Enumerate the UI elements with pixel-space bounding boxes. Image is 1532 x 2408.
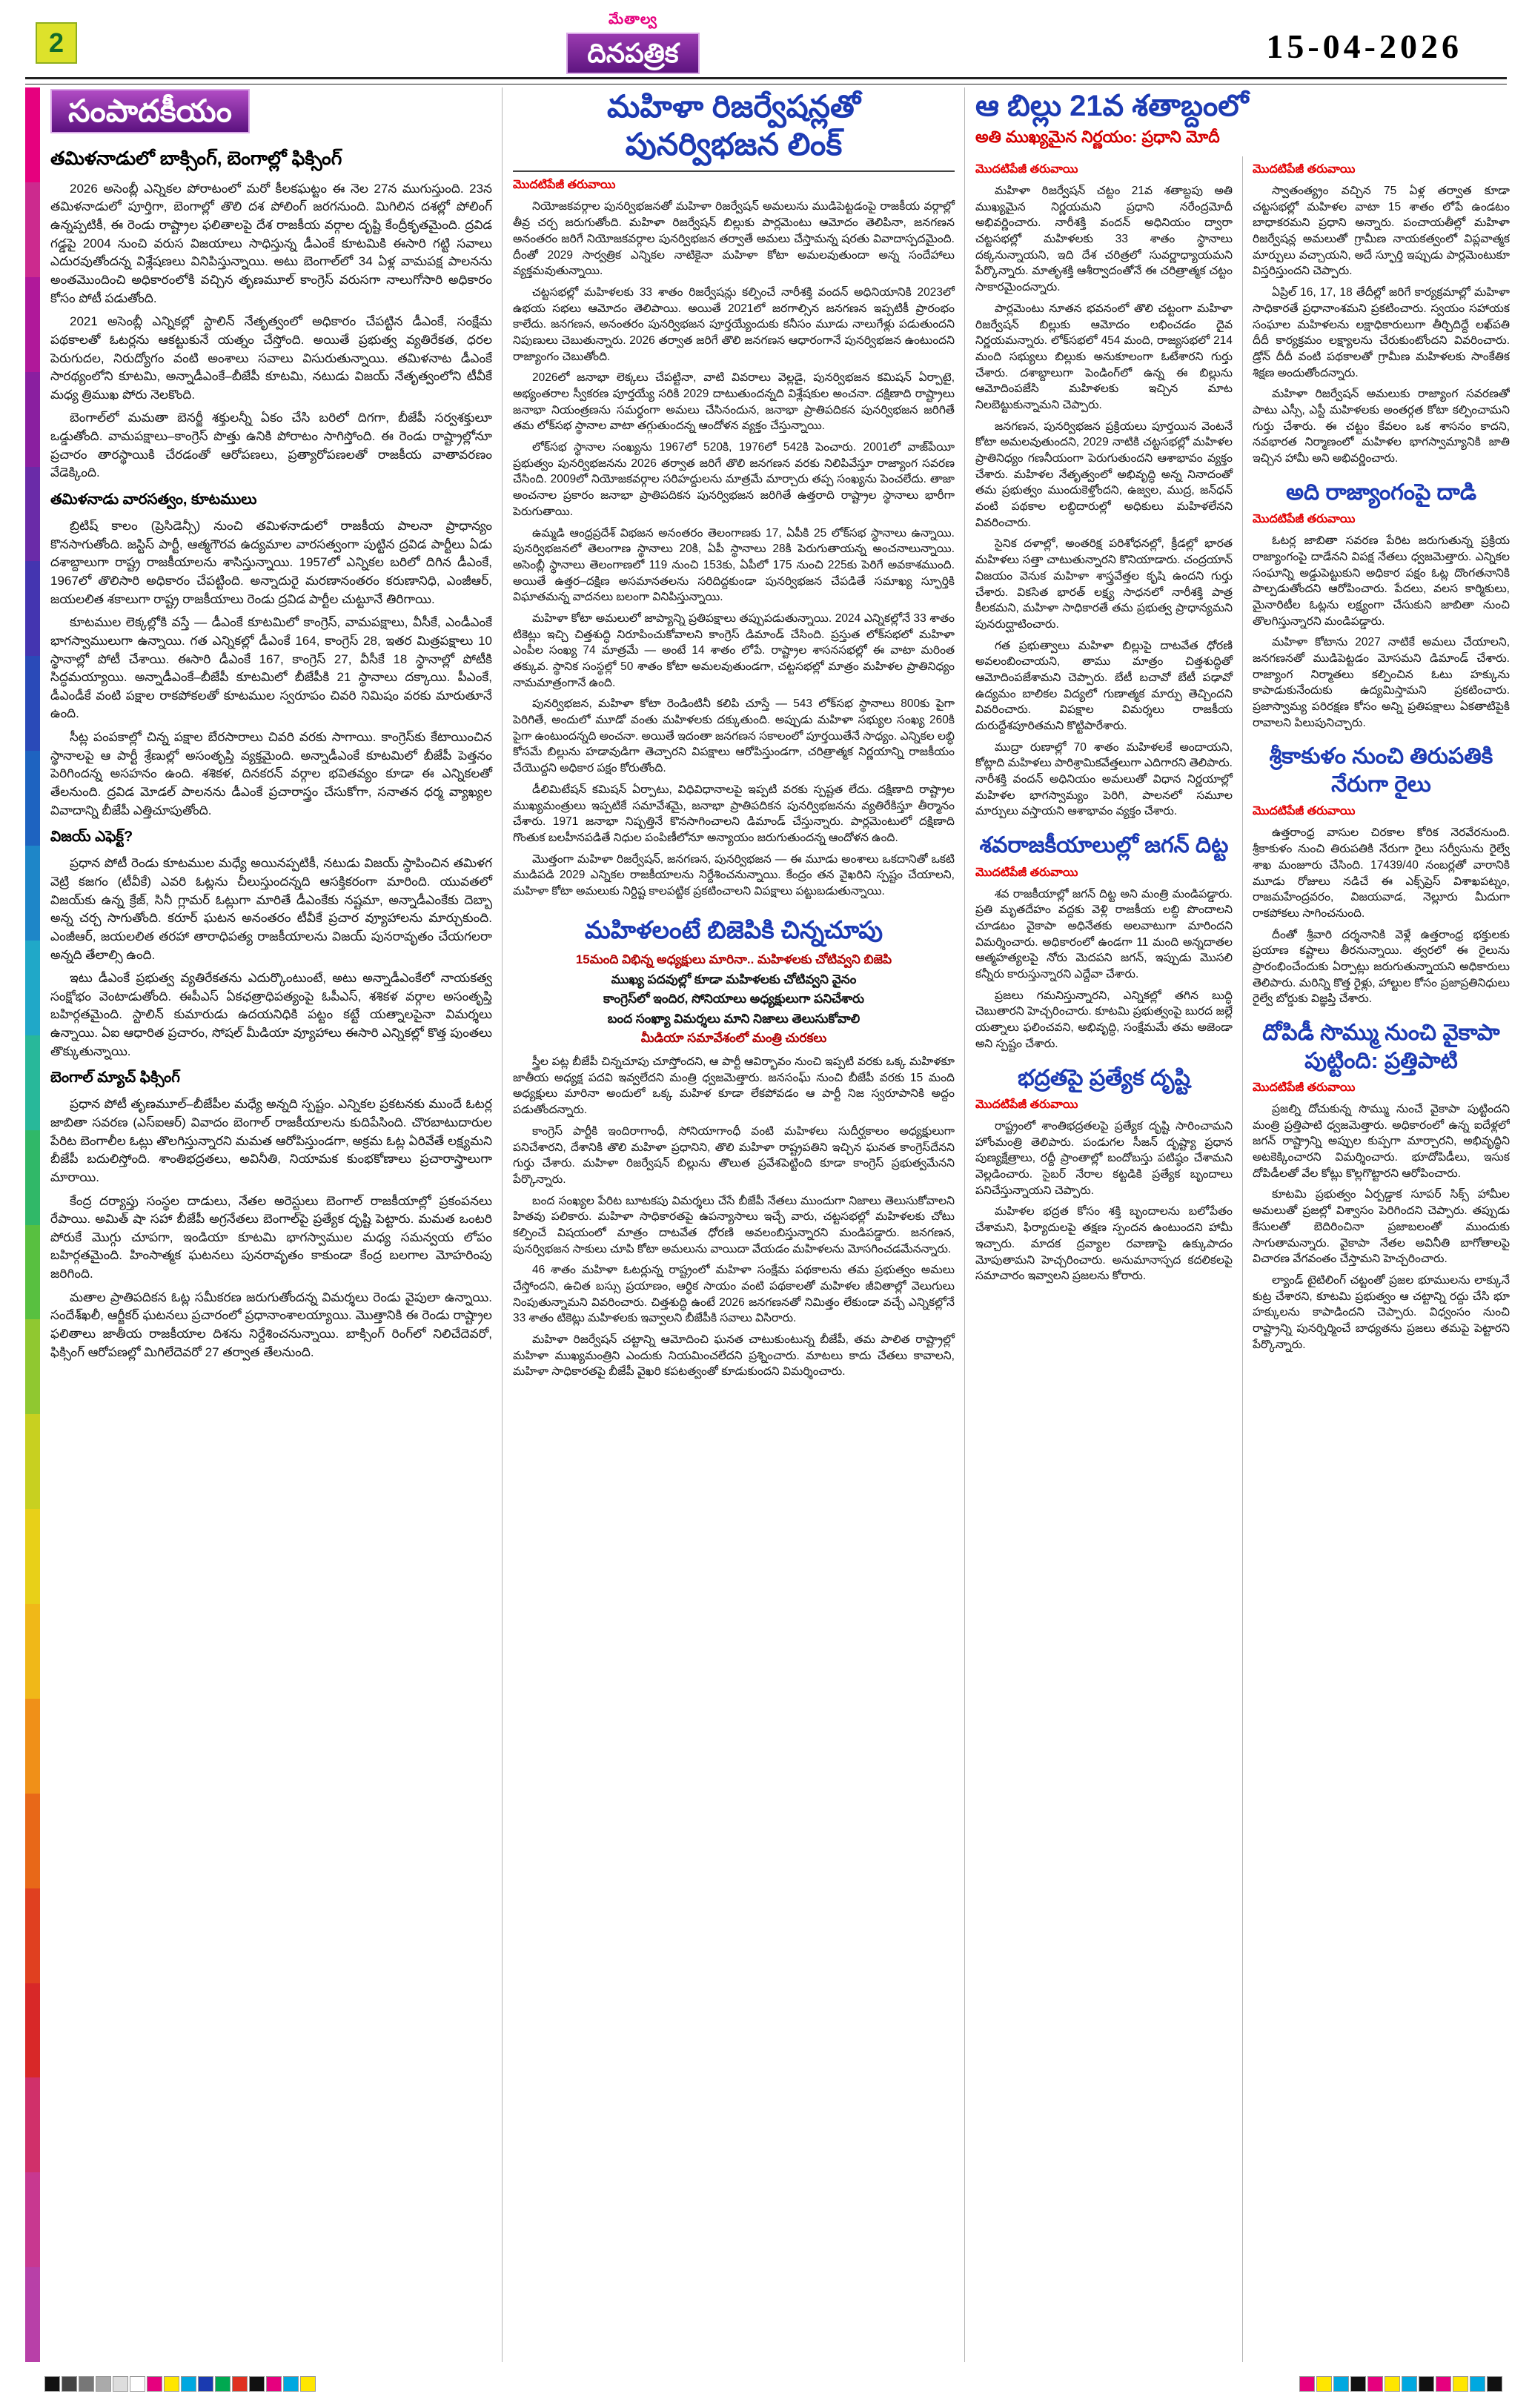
security-byline: మొదటిపేజీ తరువాయి (975, 1098, 1078, 1111)
logo-title: దినపత్రిక (566, 33, 699, 74)
color-swatch (62, 2376, 77, 2392)
color-swatch (25, 467, 40, 562)
color-swatch (25, 1509, 40, 1604)
color-swatch (1487, 2376, 1502, 2392)
newspaper-logo (485, 12, 781, 74)
color-swatch (266, 2376, 282, 2392)
color-swatch (44, 2376, 60, 2392)
paragraph: ప్రధాన పోటీ రెండు కూటముల మధ్యే అయినప్పటికీ, నటుడు విజయ్ స్థాపించిన తమిళగ వెట్రి కజగం (టీవీకే) ఎవరి ఓట్లను చీలుస్తుందన్నది ఆసక్తికరంగా మారింది. యువతలో విజయ్‌కు ఉన్న క్రేజ్, సినీ గ్లామర్ ఓట్లుగా మారితే డీఎంకేకు నష్టమా, అన్నాడీఎంకేకు దెబ్బా అన్న చర్చ సాగుతోంది. కరూర్ ఘటన అనంతరం టీవీకే ప్రచార వ్యూహాలను మార్చుకుంది. ఎంజీఆర్, జయలలిత తరహా తారాధిపత్య రాజకీయాలను విజయ్ పునరావృతం చేయగలరా అన్నది తేలాల్సి ఉంది. (50, 856, 492, 962)
security-body (975, 1118, 1233, 1284)
color-swatch (25, 2267, 40, 2362)
color-swatch (181, 2376, 196, 2392)
editorial-subhead-vijay: విజయ్ ఎఫెక్ట్? (50, 829, 133, 846)
paragraph: చట్టసభల్లో మహిళలకు 33 శాతం రిజర్వేషన్లు కల్పించే నారీశక్తి వందన్ అధినియానికి 2023లో ఉభయ సభలు ఆమోదం తెలిపాయి. అయితే 2021లో జరగాల్సిన జనగణన ఇప్పటికీ ప్రారంభం కాలేదు. జనగణన, అనంతరం పునర్విభజన పూర్తయ్యేందుకు కనీసం మూడు నాలుగేళ్లు పడుతుందని నిపుణులు చెబుతున్నారు. 2026 తర్వాత జరిగే తొలి జనగణన ఆధారంగానే పునర్విభజన ఉంటుందని రాజ్యాంగం చెబుతోంది. (513, 285, 955, 363)
color-swatch (25, 2077, 40, 2172)
color-swatch (198, 2376, 213, 2392)
color-swatch (1299, 2376, 1315, 2392)
right-subcolumn-2 (1253, 156, 1510, 2362)
color-swatch (96, 2376, 111, 2392)
paragraph: 2026లో జనాభా లెక్కలు చేపట్టినా, వాటి వివరాలు వెల్లడై, పునర్విభజన కమిషన్ ఏర్పాటై, అభ్యంతరాల స్వీకరణ పూర్తయ్యే సరికి 2029 దాటుతుందన్నది విశ్లేషకుల అంచనా. దక్షిణాది రాష్ట్రాలు జనాభా నియంత్రణను సమర్థంగా అమలు చేసినందున, జనాభా ప్రాతిపదికన పునర్విభజన జరిగితే తమ లోక్‌సభ స్థానాల వాటా తగ్గుతుందన్న ఆందోళన వ్యక్తం చేస్తున్నాయి. (513, 371, 955, 433)
bill-headline: ఆ బిల్లు 21వ శతాబ్దంలో (975, 90, 1249, 122)
paragraph: మొత్తంగా మహిళా రిజర్వేషన్, జనగణన, పునర్విభజన — ఈ మూడు అంశాలు ఒకదానితో ఒకటి ముడిపడి 2029 ఎన్నికల రాజకీయాలను నిర్దేశించనున్నాయి. కేంద్రం తన వైఖరిని స్పష్టం చేయాలని, మహిళా కోటా అమలుకు నిర్దిష్ట కాలపట్టిక ప్రకటించాలని విపక్షాలు పట్టుబడుతున్నాయి. (513, 852, 955, 898)
paragraph: మతాల ప్రాతిపదికన ఓట్ల సమీకరణ జరుగుతోందన్న విమర్శలు రెండు వైపులా ఉన్నాయి. సందేశ్‌ఖలీ, ఆర్జీకర్ ఘటనలు ప్రచారంలో ప్రధానాంశాలయ్యాయి. మొత్తానికి ఈ రెండు రాష్ట్రాల ఫలితాలు జాతీయ రాజకీయాల దిశను నిర్దేశించనున్నాయి. బాక్సింగ్ రింగ్‌లో నిలిచేదెవరో, ఫిక్సింగ్ ఆరోపణల్లో మిగిలేదెవరో 27 తర్వాత తేలనుంది. (50, 1290, 492, 1359)
paragraph: ప్రజల్ని దోచుకున్న సొమ్ము నుంచే వైకాపా పుట్టిందని మంత్రి ప్రత్తిపాటి ధ్వజమెత్తారు. అధికారంలో ఉన్న ఐదేళ్లలో జగన్ రాష్ట్రాన్ని అప్పుల కుప్పగా మార్చారని, అభివృద్ధిని అటకెక్కించారని విమర్శించారు. భూదోపిడీలు, ఇసుక దోపిడీలతో వేల కోట్లు కొల్లగొట్టారని ఆరోపించారు. (1253, 1103, 1510, 1180)
logo-tagline: మేతాల్వ (608, 12, 658, 27)
color-swatch (25, 277, 40, 372)
constitution-body (1253, 533, 1510, 731)
bjp-body (513, 1054, 955, 1380)
middle-column (513, 87, 965, 2362)
paragraph: ఏప్రిల్ 16, 17, 18 తేదీల్లో జరిగే కార్యక్రమాల్లో మహిళా సాధికారతే ప్రధానాంశమని ప్రకటించారు. స్వయం సహాయక సంఘాల మహిళలను లక్షాధికారులుగా తీర్చిదిద్దే లఖ్‌పతి దీదీ కార్యక్రమం లక్ష్యాలను చేరుకుంటోందని వివరించారు. డ్రోన్ దీదీ వంటి పథకాలతో గ్రామీణ మహిళలకు సాంకేతిక శిక్షణ అందుతోందన్నారు. (1253, 286, 1510, 379)
color-swatch (283, 2376, 299, 2392)
color-swatch (25, 182, 40, 277)
color-swatch (113, 2376, 128, 2392)
paragraph: ప్రధాన పోటీ తృణమూల్–బీజేపీల మధ్యే అన్నది స్పష్టం. ఎన్నికల ప్రకటనకు ముందే ఓటర్ల జాబితా సవరణ (ఎస్ఐఆర్) వివాదం బెంగాల్ రాజకీయాలను కుదిపేసింది. చొరబాటుదారుల పేరిట బెంగాలీల ఓట్లు తొలగిస్తున్నారని మమత ఆరోపిస్తుండగా, అక్రమ ఓట్ల ఏరివేతే లక్ష్యమని బీజేపీ బదులిస్తోంది. శాంతిభద్రతలు, అవినీతి, నియామక కుంభకోణాలు ప్రచారాస్త్రాలుగా మారాయి. (50, 1097, 492, 1184)
color-swatch (25, 1319, 40, 1414)
header-divider (25, 77, 1507, 84)
ycp-byline: మొదటిపేజీ తరువాయి (1253, 1081, 1356, 1094)
train-headline: శ్రీకాకుళం నుంచి తిరుపతికి నేరుగా రైలు (1269, 744, 1493, 797)
paragraph: జనగణన, పునర్విభజన ప్రక్రియలు పూర్తయిన వెంటనే కోటా అమలవుతుందని, 2029 నాటికి చట్టసభల్లో మహిళల ప్రాతినిధ్యం గణనీయంగా పెరుగుతుందని ఆశాభావం వ్యక్తం చేశారు. మహిళల నేతృత్వంలో అభివృద్ధి అన్న నినాదంతో తమ ప్రభుత్వం ముందుకెళ్తోందని, ఉజ్వల, ముద్ర, జన్‌ధన్ వంటి పథకాల లబ్ధిదారుల్లో అధికులు మహిళలేనని వివరించారు. (975, 419, 1233, 529)
paragraph: నియోజకవర్గాల పునర్విభజనతో మహిళా రిజర్వేషన్ అమలును ముడిపెట్టడంపై రాజకీయ వర్గాల్లో తీవ్ర చర్చ జరుగుతోంది. మహిళా రిజర్వేషన్ బిల్లుకు పార్లమెంటు ఆమోదం తెలిపినా, జనగణన అనంతరం జరిగే నియోజకవర్గాల పునర్విభజన తర్వాతే అమలు చేస్తామన్న షరతు వివాదాస్పదమైంది. దీంతో 2029 సార్వత్రిక ఎన్నికల నాటికైనా మహిళా కోటా అమలవుతుందా అన్న సందేహాలు వ్యక్తమవుతున్నాయి. (513, 200, 955, 278)
train-byline: మొదటిపేజీ తరువాయి (1253, 805, 1356, 818)
color-swatch (300, 2376, 316, 2392)
color-swatch (25, 1794, 40, 1888)
color-swatch (25, 1699, 40, 1794)
reservation-headline-line2: పునర్విభజన లింక్ (625, 127, 843, 162)
color-swatch (79, 2376, 94, 2392)
paragraph: ముద్రా రుణాల్లో 70 శాతం మహిళలకే అందాయని, కోట్లాది మహిళలు పారిశ్రామికవేత్తలుగా ఎదిగారని తెలిపారు. నారీశక్తి వందన్ అధినియం అమలుతో విధాన నిర్ణయాల్లో మహిళల భాగస్వామ్యం పెరిగి, పాలనలో సమూల మార్పులు వస్తాయని ఆశాభావం వ్యక్తం చేశారు. (975, 740, 1233, 818)
color-swatch (25, 1130, 40, 1225)
paragraph: స్వాతంత్య్రం వచ్చిన 75 ఏళ్ల తర్వాత కూడా చట్టసభల్లో మహిళల వాటా 15 శాతం లోపే ఉండటం బాధాకరమని ప్రధాని అన్నారు. పంచాయతీల్లో మహిళా రిజర్వేషన్ల అమలుతో గ్రామీణ నాయకత్వంలో విప్లవాత్మక మార్పులు వచ్చాయని, అదే స్ఫూర్తి ఇప్పుడు పార్లమెంటుకూ విస్తరిస్తుందని చెప్పారు. (1253, 185, 1510, 278)
color-swatch (130, 2376, 145, 2392)
ycp-body (1253, 1101, 1510, 1353)
color-swatch (1385, 2376, 1400, 2392)
editorial-vijay (50, 855, 492, 1061)
color-swatch (25, 941, 40, 1035)
paragraph: కూటముల లెక్కల్లోకి వస్తే — డీఎంకే కూటమిలో కాంగ్రెస్, వామపక్షాలు, వీసీకే, ఎండీఎంకే భాగస్వాములుగా ఉన్నాయి. గత ఎన్నికల్లో డీఎంకే 164, కాంగ్రెస్ 28, ఇతర మిత్రపక్షాలు 10 స్థానాల్లో పోటీ చేశాయి. ఈసారి డీఎంకే 167, కాంగ్రెస్ 27, వీసీకే 18 స్థానాల్లో పోటీకి సిద్ధమయ్యాయి. అన్నాడీఎంకే–బీజేపీ కూటమిలో బీజేపీకి 21 స్థానాలు దక్కాయి. పీఎంకే, డీఎండీకే వంటి పక్షాల రాకపోకలతో కూటముల స్వరూపం చివరి నిమిషం వరకు మారుతూనే ఉంది. (50, 615, 492, 721)
paragraph: కూటమి ప్రభుత్వం ఏర్పడ్డాక సూపర్ సిక్స్ హామీల అమలుతో ప్రజల్లో విశ్వాసం పెరిగిందని చెప్పారు. తప్పుడు కేసులతో బెదిరించినా ప్రజాబలంతో ముందుకు సాగుతామన్నారు. వైకాపా నేతల అవినీతి బాగోతాలపై విచారణ వేగవంతం చేస్తామని హెచ్చరించారు. (1253, 1188, 1510, 1266)
constitution-byline: మొదటిపేజీ తరువాయి (1253, 513, 1356, 526)
ycp-headline (1253, 1019, 1510, 1075)
editorial-section-banner (50, 89, 250, 133)
editorial-column (50, 87, 503, 2362)
print-color-strip (25, 87, 40, 2362)
color-swatch (249, 2376, 265, 2392)
editorial-intro (50, 180, 492, 482)
paragraph: మహిళా రిజర్వేషన్ చట్టం 21వ శతాబ్దపు అతి ముఖ్యమైన నిర్ణయమని ప్రధాని నరేంద్రమోదీ అభివర్ణించారు. నారీశక్తి వందన్ అధినియం ద్వారా చట్టసభల్లో మహిళలకు 33 శాతం స్థానాలు దక్కనున్నాయని, ఇది దేశ చరిత్రలో సువర్ణాధ్యాయమని పేర్కొన్నారు. మాతృశక్తి ఆశీర్వాదంతోనే ఈ చరిత్రాత్మక చట్టం సాకారమైందన్నారు. (975, 185, 1233, 294)
ycp-headline-line1: దోపిడీ సొమ్ము నుంచి వైకాపా (1262, 1021, 1500, 1045)
paragraph: శవ రాజకీయాల్లో జగన్ దిట్ట అని మంత్రి మండిపడ్డారు. ప్రతి మృతదేహం వద్దకు వెళ్లి రాజకీయ లబ్ధి పొందాలని చూడటం వైకాపా అధినేతకు అలవాటుగా మారిందని విమర్శించారు. అధికారంలో ఉండగా 11 మంది అన్నదాతల ఆత్మహత్యలపై నోరు మెదపని జగన్, ఇప్పుడు మొసలి కన్నీరు కారుస్తున్నారని ఎద్దేవా చేశారు. (975, 887, 1233, 981)
paragraph: 46 శాతం మహిళా ఓటర్లున్న రాష్ట్రంలో మహిళా సంక్షేమ పథకాలను తమ ప్రభుత్వం అమలు చేస్తోందని, ఉచిత బస్సు ప్రయాణం, ఆర్థిక సాయం వంటి పథకాలతో మహిళల జీవితాల్లో వెలుగులు నింపుతున్నామని వివరించారు. చిత్తశుద్ధి ఉంటే 2026 జనగణనతో నిమిత్తం లేకుండా వచ్చే ఎన్నికల్లోనే 33 శాతం టికెట్లు మహిళలకు ఇవ్వాలని బీజేపీకి సవాలు విసిరారు. (513, 1264, 955, 1325)
color-swatch (25, 1604, 40, 1699)
page-number-badge: 2 (36, 22, 77, 64)
jagan-byline: మొదటిపేజీ తరువాయి (975, 866, 1078, 879)
bill-subhead: అతి ముఖ్యమైన నిర్ణయం: ప్రధాని మోదీ (975, 127, 1220, 146)
color-swatch (25, 87, 40, 182)
color-swatch (1402, 2376, 1417, 2392)
train-body (1253, 825, 1510, 1007)
editorial-section-title: సంపాదకీయం (68, 93, 232, 128)
paragraph: ఓటర్ల జాబితా సవరణ పేరిట జరుగుతున్న ప్రక్రియ రాజ్యాంగంపై దాడేనని విపక్ష నేతలు ధ్వజమెత్తారు. ఎన్నికల సంఘాన్ని అడ్డుపెట్టుకుని అధికార పక్షం ఓట్ల దొంగతనానికి పాల్పడుతోందని ఆరోపించారు. పేదలు, వలస కార్మికులు, మైనారిటీల ఓట్లను లక్ష్యంగా చేసుకుని జాబితా నుంచి తొలగిస్తున్నారని మండిపడ్డారు. (1253, 534, 1510, 628)
paragraph: ప్రజలు గమనిస్తున్నారని, ఎన్నికల్లో తగిన బుద్ధి చెబుతారని హెచ్చరించారు. కూటమి ప్రభుత్వంపై బురద జల్లే యత్నాలు ఫలించవని, అభివృద్ధి, సంక్షేమమే తమ అజెండా అని స్పష్టం చేశారు. (975, 989, 1233, 1050)
page-header (25, 10, 1507, 74)
paragraph: సైనిక దళాల్లో, అంతరిక్ష పరిశోధనల్లో, క్రీడల్లో భారత మహిళలు సత్తా చాటుతున్నారని కొనియాడారు. చంద్రయాన్ విజయం వెనుక మహిళా శాస్త్రవేత్తల కృషి ఉందని గుర్తు చేశారు. వికసిత భారత్ లక్ష్య సాధనలో నారీశక్తి పాత్ర కీలకమని, మహిళా సాధికారతే తమ ప్రభుత్వ ప్రాధాన్యమని పునరుద్ఘాటించారు. (975, 537, 1233, 631)
color-swatch (25, 1225, 40, 1320)
color-swatch (25, 1035, 40, 1130)
paragraph: కాంగ్రెస్ పార్టీకి ఇందిరాగాంధీ, సోనియాగాంధీ వంటి మహిళలు సుదీర్ఘకాలం అధ్యక్షులుగా పనిచేశారని, దేశానికి తొలి మహిళా ప్రధానిని, తొలి మహిళా రాష్ట్రపతిని ఇచ్చిన ఘనత కాంగ్రెస్‌దేనని గుర్తు చేశారు. మహిళా రిజర్వేషన్ బిల్లును తొలుత ప్రవేశపెట్టింది కూడా కాంగ్రెస్ ప్రభుత్వమేనని పేర్కొన్నారు. (513, 1124, 955, 1186)
right-section (975, 87, 1510, 2362)
editorial-subhead-bengal: బెంగాల్ మ్యాచ్ ఫిక్సింగ్ (50, 1069, 180, 1087)
color-swatch (1333, 2376, 1349, 2392)
deck-line: కాంగ్రెస్‌లో ఇందిర, సోనియాలు అధ్యక్షులుగా పనిచేశారు (603, 992, 865, 1006)
paragraph: బంద సంఖ్యల పేరిట బూటకపు విమర్శలు చేసే బీజేపీ నేతలు ముందుగా నిజాలు తెలుసుకోవాలని హితవు పలికారు. మహిళా సాధికారతపై ఉపన్యాసాలు ఇచ్చే వారు, చట్టసభల్లో మహిళలకు చోటు కల్పించే విషయంలో మాత్రం దాటవేత ధోరణి అవలంబిస్తున్నారని మండిపడ్డారు. జనగణన, పునర్విభజన సాకులు చూపి కోటా అమలును వాయిదా వేయడం మహిళలను మోసగించడమేనన్నారు. (513, 1194, 955, 1256)
reservation-body (513, 199, 955, 899)
paragraph: 2026 అసెంబ్లీ ఎన్నికల పోరాటంలో మరో కీలకఘట్టం ఈ నెల 27న ముగుస్తుంది. 23న తమిళనాడులో పూర్తిగా, బెంగాల్లో తొలి దశ పోలింగ్ జరగనుంది. మిగిలిన దశల్లో పోలింగ్ ఉన్నప్పటికీ, ఈ రెండు రాష్ట్రాల ఫలితాలపై దేశ రాజకీయ వర్గాల దృష్టి కేంద్రీకృతమైంది. ద్రవిడ గడ్డపై 2004 నుంచి వరుస విజయాలు సాధిస్తున్న డీఎంకే కూటమికి ఈసారి గట్టి సవాలు ఎదురవుతోందన్న విశ్లేషణలు వినిపిస్తున్నాయి. అటు బెంగాల్‌లో 34 ఏళ్ల వామపక్ష పాలనను అంతమొందించి అధికారంలోకి వచ్చిన తృణమూల్ కాంగ్రెస్ వరుసగా నాలుగోసారి అధికారం కోసం పోటీ పడుతోంది. (50, 181, 492, 305)
issue-date: 15-04-2026 (1266, 27, 1462, 65)
paragraph: 2021 అసెంబ్లీ ఎన్నికల్లో స్టాలిన్ నేతృత్వంలో అధికారం చేపట్టిన డీఎంకే, సంక్షేమ పథకాలతో ఓటర్లను ఆకట్టుకునే యత్నం చేస్తోంది. అయితే ప్రభుత్వ వ్యతిరేకత, ధరల పెరుగుదల, నిరుద్యోగం వంటి అంశాలు సవాలు విసురుతున్నాయి. తమిళనాట డీఎంకే సారథ్యంలోని కూటమి, అన్నాడీఎంకే–బీజేపీ కూటమి, నటుడు విజయ్ నేతృత్వంలోని టీవీకే మధ్య త్రిముఖ పోరు నెలకొంది. (50, 314, 492, 402)
paragraph: మహిళా కోటాను 2027 నాటికే అమలు చేయాలని, జనగణనతో ముడిపెట్టడం మోసమని డిమాండ్ చేశారు. రాజ్యాంగ నిర్మాతలు కల్పించిన ఓటు హక్కును కాపాడుకునేందుకు ఉద్యమిస్తామని ప్రకటించారు. ప్రజాస్వామ్య పరిరక్షణ కోసం అన్ని ప్రతిపక్షాలు ఏకతాటిపైకి రావాలని పిలుపునిచ్చారు. (1253, 636, 1510, 729)
color-swatch (232, 2376, 248, 2392)
page-content (25, 87, 1510, 2362)
paragraph: పార్లమెంటు నూతన భవనంలో తొలి చట్టంగా మహిళా రిజర్వేషన్ బిల్లుకు ఆమోదం లభించడం దైవ నిర్ణయమన్నారు. లోక్‌సభలో 454 మంది, రాజ్యసభలో 214 మంది సభ్యులు బిల్లుకు అనుకూలంగా ఓటేశారని గుర్తు చేశారు. దశాబ్దాలుగా పెండింగ్‌లో ఉన్న ఈ బిల్లును ఆమోదింపజేసి మహిళలకు ఇచ్చిన మాట నిలబెట్టుకున్నామని చెప్పారు. (975, 302, 1233, 411)
color-swatch (1316, 2376, 1332, 2392)
paragraph: పునర్విభజన, మహిళా కోటా రెండింటినీ కలిపి చూస్తే — 543 లోక్‌సభ స్థానాలు 800కు పైగా పెరిగితే, అందులో మూడో వంతు మహిళలకు దక్కుతుంది. అప్పుడు మహిళా సభ్యుల సంఖ్య 260కి పైగా ఉంటుందన్నది అంచనా. అయితే ఇదంతా జనగణన సకాలంలో పూర్తయితేనే సాధ్యం. ఎన్నికల లబ్ధి కోసమే బిల్లును హడావుడిగా తెచ్చారని విపక్షాలు ఆరోపిస్తుండగా, చరిత్రాత్మక నిర్ణయాన్ని రాజకీయం చేయొద్దని అధికార పక్షం కోరుతోంది. (513, 697, 955, 775)
security-headline: భద్రతపై ప్రత్యేక దృష్టి (1018, 1065, 1190, 1090)
registration-marks-right (1299, 2376, 1502, 2392)
paragraph: దీంతో శ్రీవారి దర్శనానికి వెళ్లే ఉత్తరాంధ్ర భక్తులకు ప్రయాణ కష్టాలు తీరనున్నాయి. త్వరలో ఈ రైలును ప్రారంభించేందుకు ఏర్పాట్లు జరుగుతున్నాయని అధికారులు తెలిపారు. మరిన్ని కొత్త రైళ్లు, హాల్టుల కోసం ప్రజాప్రతినిధులు రైల్వే బోర్డుకు విజ్ఞప్తి చేశారు. (1253, 928, 1510, 1006)
paragraph: రాష్ట్రంలో శాంతిభద్రతలపై ప్రత్యేక దృష్టి సారించామని హోంమంత్రి తెలిపారు. పండుగల సీజన్ దృష్ట్యా ప్రధాన పుణ్యక్షేత్రాలు, రద్దీ ప్రాంతాల్లో బందోబస్తు పటిష్ఠం చేశామని వెల్లడించారు. సైబర్ నేరాల కట్టడికి ప్రత్యేక బృందాలు పనిచేస్తున్నాయని చెప్పారు. (975, 1120, 1233, 1197)
color-swatch (25, 1983, 40, 2078)
bill-byline-2: మొదటిపేజీ తరువాయి (1253, 163, 1356, 176)
color-swatch (1367, 2376, 1383, 2392)
color-swatch (164, 2376, 179, 2392)
color-swatch (25, 1414, 40, 1509)
paragraph: బెంగాల్‌లో మమతా బెనర్జీ శక్తులన్నీ ఏకం చేసి బరిలో దిగగా, బీజేపీ సర్వశక్తులూ ఒడ్డుతోంది. వామపక్షాలు–కాంగ్రెస్ పొత్తు ఉనికి పోరాటం సాగిస్తోంది. ఈ రెండు రాష్ట్రాల్లోనూ ప్రచారం తారస్థాయికి చేరడంతో ఆరోపణలు, ప్రత్యారోపణలతో రాజకీయ వాతావరణం వేడెక్కింది. (50, 411, 492, 480)
color-swatch (25, 656, 40, 751)
color-swatch (1470, 2376, 1485, 2392)
color-swatch (1419, 2376, 1434, 2392)
paragraph: ఇటు డీఎంకే ప్రభుత్వ వ్యతిరేకతను ఎదుర్కొంటుంటే, అటు అన్నాడీఎంకేలో నాయకత్వ సంక్షోభం వెంటాడుతోంది. ఈపీఎస్ ఏకఛత్రాధిపత్యంపై ఓపీఎస్, శశికళ వర్గాల అసంతృప్తి బహిర్గతమైంది. స్టాలిన్ కుమారుడు ఉదయనిధికి పట్టం కట్టే యత్నాలపైనా విమర్శలు ఉన్నాయి. ఏఐ ఆధారిత ప్రచారం, సోషల్ మీడియా వ్యూహాలు ఈసారి ఎన్నికల్లో కొత్త పుంతలు తొక్కుతున్నాయి. (50, 971, 492, 1058)
editorial-heritage (50, 517, 492, 820)
editorial-bengal (50, 1095, 492, 1361)
paragraph: ల్యాండ్ టైటిలింగ్ చట్టంతో ప్రజల భూములను లాక్కునే కుట్ర చేశారని, కూటమి ప్రభుత్వం ఆ చట్టాన్ని రద్దు చేసి భూ హక్కులను కాపాడిందని చెప్పారు. విధ్వంసం నుంచి రాష్ట్రాన్ని పునర్నిర్మించే బాధ్యతను ప్రజలు తమపై పెట్టారని పేర్కొన్నారు. (1253, 1273, 1510, 1351)
color-swatch (25, 561, 40, 656)
reservation-headline (513, 87, 955, 172)
ycp-headline-line2: పుట్టింది: ప్రత్తిపాటి (1304, 1048, 1458, 1073)
reservation-headline-line1: మహిళా రిజర్వేషన్లతో (606, 89, 861, 124)
reservation-byline: మొదటిపేజీ తరువాయి (513, 179, 616, 192)
bill-body-col2 (1253, 183, 1510, 467)
paragraph: గత ప్రభుత్వాలు మహిళా బిల్లుపై దాటవేత ధోరణి అవలంబించాయని, తాము మాత్రం చిత్తశుద్ధితో ఆమోదింపజేశామని చెప్పారు. బేటీ బచావో బేటీ పఢావో ఉద్యమం బాలికల విద్యలో గుణాత్మక మార్పు తెచ్చిందని వివరించారు. విపక్షాల విమర్శలు రాజకీయ దురుద్దేశపూరితమని కొట్టిపారేశారు. (975, 639, 1233, 732)
color-swatch (1453, 2376, 1468, 2392)
paragraph: మహిళల భద్రత కోసం శక్తి బృందాలను బలోపేతం చేశామని, ఫిర్యాదులపై తక్షణ స్పందన ఉంటుందని హామీ ఇచ్చారు. మాదక ద్రవ్యాల రవాణాపై ఉక్కుపాదం మోపుతామని హెచ్చరించారు. అనుమానాస్పద కదలికలపై సమాచారం ఇవ్వాలని ప్రజలను కోరారు. (975, 1205, 1233, 1283)
color-swatch (25, 846, 40, 941)
paragraph: బ్రిటిష్ కాలం (ప్రెసిడెన్సీ) నుంచి తమిళనాడులో రాజకీయ పాలనా ప్రాధాన్యం కొనసాగుతోంది. జస్టిస్ పార్టీ, ఆత్మగౌరవ ఉద్యమాల వారసత్వంగా పుట్టిన ద్రవిడ పార్టీలు ఏడు దశాబ్దాలుగా రాష్ట్ర రాజకీయాలను శాసిస్తున్నాయి. 1957లో ఎన్నికల బరిలో దిగిన డీఎంకే, 1967లో తొలిసారి అధికారం చేపట్టింది. అన్నాదురై మరణానంతరం కరుణానిధి, ఎంజీఆర్, జయలలిత శకాలుగా రాష్ట్ర రాజకీయాలు రెండు ద్రవిడ పార్టీల చుట్టూనే తిరిగాయి. (50, 519, 492, 606)
paragraph: లోక్‌సభ స్థానాల సంఖ్యను 1967లో 520కి, 1976లో 542కి పెంచారు. 2001లో వాజ్‌పేయీ ప్రభుత్వం పునర్విభజనను 2026 తర్వాత జరిగే తొలి జనగణన వరకు నిలిపివేస్తూ రాజ్యాంగ సవరణ చేసింది. 2009లో నియోజకవర్గాల సరిహద్దులను మాత్రమే మార్చారు తప్ప సంఖ్యను పెంచలేదు. తాజా అంచనాల ప్రకారం జనాభా ప్రాతిపదికన పునర్విభజన జరిగితే ఉత్తరాది రాష్ట్రాల స్థానాలు భారీగా పెరుగుతాయి. (513, 441, 955, 518)
deck-line: 15మంది విభిన్న అధ్యక్షులు మారినా.. మహిళలకు చోటివ్వని బిజెపి (575, 952, 892, 966)
paragraph: డీలిమిటేషన్ కమిషన్ ఏర్పాటు, విధివిధానాలపై ఇప్పటి వరకు స్పష్టత లేదు. దక్షిణాది రాష్ట్రాల ముఖ్యమంత్రులు ఇప్పటికే సమావేశమై, జనాభా ప్రాతిపదికన పునర్విభజనను వ్యతిరేకిస్తూ తీర్మానం చేశారు. 1971 జనాభా నిష్పత్తినే కొనసాగించాలని డిమాండ్ చేస్తున్నారు. పార్లమెంటులో దక్షిణాది గొంతుక బలహీనపడితే నిధుల పంపిణీలోనూ అన్యాయం జరుగుతుందన్న ఆందోళన ఉంది. (513, 783, 955, 844)
bill-article-header (975, 87, 1510, 156)
deck-line: బంద సంఖ్యా విమర్శలు మాని నిజాలు తెలుసుకోవాలి (607, 1011, 860, 1026)
constitution-headline: అది రాజ్యాంగంపై దాడి (1285, 480, 1477, 505)
paragraph: మహిళా కోటా అమలులో జాప్యాన్ని ప్రతిపక్షాలు తప్పుపడుతున్నాయి. 2024 ఎన్నికల్లోనే 33 శాతం టికెట్లు ఇచ్చి చిత్తశుద్ధి నిరూపించుకోవాలని కాంగ్రెస్ డిమాండ్ చేసింది. ప్రస్తుత లోక్‌సభలో మహిళా ఎంపీల సంఖ్య 74 మాత్రమే — అంటే 14 శాతం లోపే. రాష్ట్రాల శాసనసభల్లో ఈ వాటా మరింత తక్కువ. స్థానిక సంస్థల్లో 50 శాతం కోటా అమలవుతుండగా, చట్టసభల్లో మాత్రం మహిళల ప్రాతినిధ్యం నామమాత్రంగానే ఉంది. (513, 611, 955, 689)
paragraph: ఉమ్మడి ఆంధ్రప్రదేశ్ విభజన అనంతరం తెలంగాణకు 17, ఏపీకి 25 లోక్‌సభ స్థానాలు ఉన్నాయి. పునర్విభజనలో తెలంగాణ స్థానాలు 20కి, ఏపీ స్థానాలు 28కి పెరుగుతాయన్న అంచనాలున్నాయి. అసెంబ్లీ స్థానాలు తెలంగాణలో 119 నుంచి 153కు, ఏపీలో 175 నుంచి 225కు పెరిగే అవకాశముంది. అయితే ఉత్తర–దక్షిణ అసమానతలను సరిదిద్దకుండా పునర్విభజన చేపడితే సమాఖ్య స్ఫూర్తికి విఘాతమన్న వాదనలు బలంగా వినిపిస్తున్నాయి. (513, 526, 955, 604)
bill-body-col1 (975, 183, 1233, 820)
editorial-subhead-heritage: తమిళనాడు వారసత్వం, కూటములు (50, 491, 257, 508)
color-swatch (1350, 2376, 1366, 2392)
bjp-headline: మహిళలంటే బిజెపికి చిన్నచూపు (584, 915, 883, 943)
color-swatch (147, 2376, 162, 2392)
jagan-body (975, 886, 1233, 1052)
color-swatch (25, 372, 40, 467)
jagan-headline: శవరాజకీయాలుల్లో జగన్ దిట్ట (979, 833, 1229, 858)
paragraph: ఉత్తరాంధ్ర వాసుల చిరకాల కోరిక నెరవేరనుంది. శ్రీకాకుళం నుంచి తిరుపతికి నేరుగా రైలు సర్వీసును రైల్వే శాఖ మంజూరు చేసింది. 17439/40 నంబర్లతో వారానికి మూడు రోజులు నడిచే ఈ ఎక్స్‌ప్రెస్ విశాఖపట్నం, రాజమహేంద్రవరం, విజయవాడ, నెల్లూరు మీదుగా రాకపోకలు సాగించనుంది. (1253, 826, 1510, 920)
paragraph: మహిళా రిజర్వేషన్ అమలుకు రాజ్యాంగ సవరణతో పాటు ఎస్సీ, ఎస్టీ మహిళలకు అంతర్గత కోటా కల్పించామని గుర్తు చేశారు. ఈ చట్టం కేవలం ఒక శాసనం కాదని, నవభారత నిర్మాణంలో మహిళల భాగస్వామ్యానికి జాతి ఇచ్చిన హామీ అని అభివర్ణించారు. (1253, 388, 1510, 465)
color-swatch (25, 2172, 40, 2267)
bjp-deck (513, 951, 955, 1048)
color-swatch (215, 2376, 231, 2392)
color-swatch (25, 751, 40, 846)
color-swatch (25, 1888, 40, 1983)
paragraph: మహిళా రిజర్వేషన్ చట్టాన్ని ఆమోదించి ఘనత చాటుకుంటున్న బీజేపీ, తమ పాలిత రాష్ట్రాల్లో మహిళా ముఖ్యమంత్రిని ఎందుకు నియమించలేదని ప్రశ్నించారు. మాటలు కాదు చేతలు కావాలని, మహిళా సాధికారతపై బీజేపీ వైఖరి కపటత్వంతో కూడుకుందని విమర్శించారు. (513, 1333, 955, 1379)
editorial-headline: తమిళనాడులో బాక్సింగ్, బెంగాల్లో ఫిక్సింగ్ (50, 148, 342, 170)
bill-byline: మొదటిపేజీ తరువాయి (975, 163, 1078, 176)
color-swatch (1436, 2376, 1451, 2392)
right-subcolumns (975, 156, 1510, 2362)
paragraph: కేంద్ర దర్యాప్తు సంస్థల దాడులు, నేతల అరెస్టులు బెంగాల్ రాజకీయాల్లో ప్రకంపనలు రేపాయి. అమిత్ షా సహా బీజేపీ అగ్రనేతలు బెంగాల్‌పై ప్రత్యేక దృష్టి పెట్టారు. మమత ఒంటరి పోరుకే మొగ్గు చూపగా, ఇండియా కూటమి భాగస్వాముల మధ్య సమన్వయ లోపం బహిర్గతమైంది. హింసాత్మక ఘటనలు పునరావృతం కాకుండా కేంద్ర బలగాల మోహరింపు జరిగింది. (50, 1193, 492, 1281)
deck-line: మీడియా సమావేశంలో మంత్రి చురకలు (640, 1031, 827, 1046)
deck-line: ముఖ్య పదవుల్లో కూడా మహిళలకు చోటివ్వని వైనం (611, 972, 857, 986)
right-subcolumn-1 (975, 156, 1243, 2362)
paragraph: సీట్ల పంపకాల్లో చిన్న పక్షాల బేరసారాలు చివరి వరకు సాగాయి. కాంగ్రెస్‌కు కేటాయించిన స్థానాలపై ఆ పార్టీ శ్రేణుల్లో అసంతృప్తి వ్యక్తమైంది. అన్నాడీఎంకే కూటమిలో బీజేపీ పెత్తనం పెరిగిందన్న అసహనం ఉంది. శశికళ, దినకరన్ వర్గాల భవితవ్యం కూడా ఈ ఎన్నికలతో తేలనుంది. ద్రవిడ మోడల్ పాలనను డీఎంకే ప్రచారాస్త్రం చేసుకోగా, సనాతన ధర్మ వ్యాఖ్యల వివాదాన్ని బీజేపీ ఎత్తిచూపుతోంది. (50, 730, 492, 817)
registration-marks-left (44, 2376, 316, 2392)
paragraph: స్త్రీల పట్ల బీజేపీ చిన్నచూపు చూస్తోందని, ఆ పార్టీ ఆవిర్భావం నుంచి ఇప్పటి వరకు ఒక్క మహిళకూ జాతీయ అధ్యక్ష పదవి ఇవ్వలేదని మంత్రి ధ్వజమెత్తారు. జనసంఘ్ నుంచి బీజేపీ వరకు 15 మంది అధ్యక్షులు మారినా అందులో ఒక్క మహిళ కూడా లేకపోవడం ఆ పార్టీ నిజ స్వరూపానికి అద్దం పడుతోందన్నారు. (513, 1055, 955, 1117)
